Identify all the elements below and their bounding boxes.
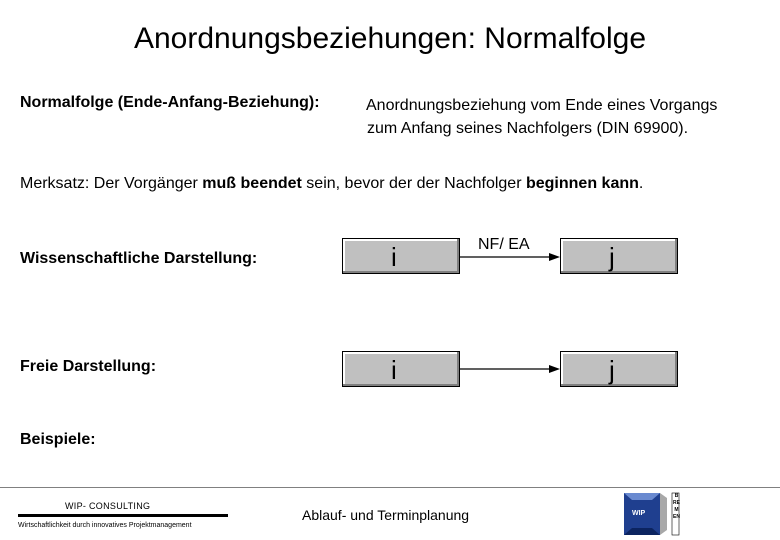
logo-text: WIP [632,510,646,517]
wissenschaftlich-label: Wissenschaftliche Darstellung: [20,250,258,267]
arrow-wissenschaftlich [460,250,560,264]
footer-topic: Ablauf- und Terminplanung [302,507,470,523]
node-i-label: i [391,242,397,272]
merksatz-bold-1: muß beendet [202,175,302,192]
beispiele-label: Beispiele: [20,431,96,448]
definition-text [366,94,717,140]
logo-side-text: BREMEN [673,493,680,520]
node-i-frei-label: i [391,355,397,385]
definition-label: Normalfolge (Ende-Anfang-Beziehung): [20,94,320,111]
merksatz [20,175,643,193]
merksatz-bold-2: beginnen kann [525,175,639,192]
footer-bar [18,514,228,517]
arrow-frei [460,362,560,376]
page-title: Anordnungsbeziehungen: Normalfolge [133,22,647,55]
merksatz-end: . [638,175,644,192]
node-i-frei [342,351,460,387]
merksatz-mid: sein, bevor der der Nachfolger [301,175,526,192]
node-j-wissenschaftlich [560,238,678,274]
footer-divider [0,487,780,488]
node-j-label: j [609,242,615,272]
merksatz-prefix: Merksatz: Der Vorgänger [20,175,203,192]
node-j-frei [560,351,678,387]
node-j-frei-label: j [609,355,615,385]
node-i-wissenschaftlich [342,238,460,274]
definition-line-2: zum Anfang seines Nachfolgers (DIN 69900). [367,120,689,137]
footer-tagline: Wirtschaftlichkeit durch innovatives Projektmanagement [18,522,192,529]
edge-label-nf-ea: NF/ EA [478,236,530,253]
definition-line-1: Anordnungsbeziehung vom Ende eines Vorgangs [366,97,718,114]
footer-company: WIP- CONSULTING [65,501,151,511]
frei-label: Freie Darstellung: [20,358,157,375]
